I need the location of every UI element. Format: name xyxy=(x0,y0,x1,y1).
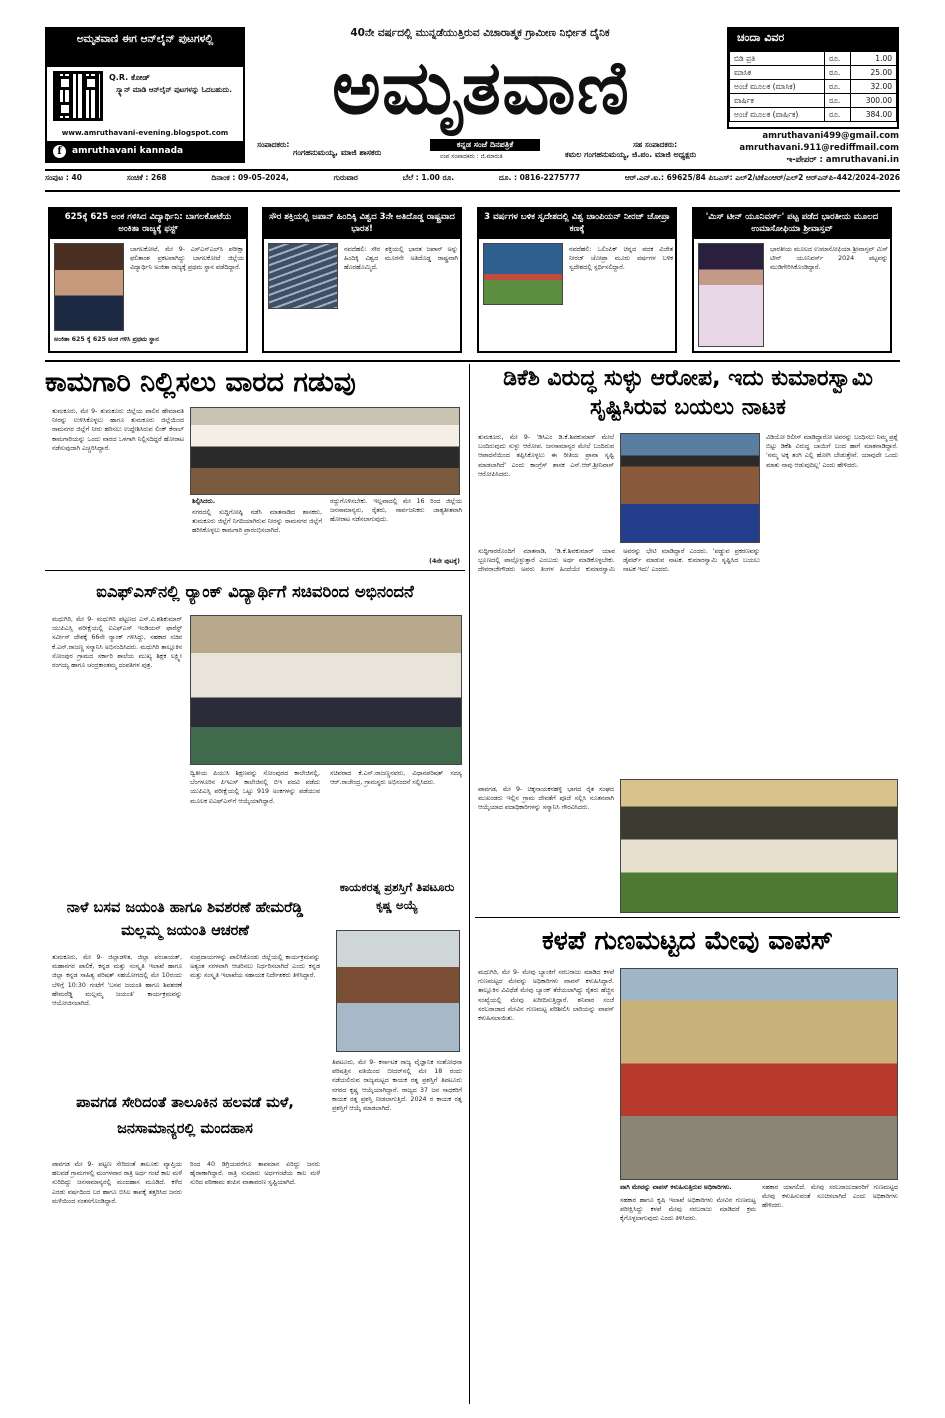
teaser-headline: 'ಮಿಸ್ ಟೀನ್ ಯೂನಿವರ್ಸ್' ಪಟ್ಟ ಪಡೆದ ಭಾರತೀಯ ಮೂಲದ ಉಮಾಸೋಫಿಯಾ ಶ್ರೀವಾಸ್ತವ್ xyxy=(694,209,890,239)
epaper-link[interactable]: ಇ-ಪೇಪರ್ : amruthavani.in xyxy=(786,155,899,165)
article-4-text-col2: ಸಂಪ್ರದಾಯಗಳನ್ನು ಪಾಲಿಸಿಕೊಂಡು ಜಿಲ್ಲೆಯಲ್ಲಿ ಕಾರ್ಯಕ್ರಮವನ್ನು ಅತ್ಯಂತ ಸರಳವಾಗಿ ಆಚರಿಸಲು ನಿರ್ಧರಿಸಲಾಗಿದೆ ಎಂದು ಕನ್ನಡ ಮತ್ತು ಸಂಸ್ಕೃತಿ ಇಲಾಖೆಯ ಸಹಾಯಕ ನಿರ್ದೇಶಕರು ತಿಳಿಸಿದ್ದಾರೆ. xyxy=(190,954,320,980)
teaser-photo xyxy=(483,243,563,305)
online-promo-box xyxy=(45,27,245,163)
editor-label: ಸಂಪಾದಕರು: xyxy=(257,140,290,149)
editor-name: ಗಂಗಹನುಮಯ್ಯ, ಮಾಜಿ ಶಾಸಕರು xyxy=(293,148,382,157)
article-8-text-col2: ಸಹಕಾರ ಹಾಗೂ ಕೃಷಿ ಇಲಾಖೆ ಅಧಿಕಾರಿಗಳು ಮೇವಿನ ಗುಣಮಟ್ಟ ಪರೀಕ್ಷಿಸಿದ್ದು ಕಳಪೆ ಮೇವು ಸರಬರಾಜು ಮಾಡಿದರೆ ಕ್ರಮ ಕೈಗೊಳ್ಳಲಾಗುವುದು ಎಂದು ತಿಳಿಸಿದರು. xyxy=(620,1197,756,1223)
dateline xyxy=(45,173,900,189)
teaser-text: ನವದೆಹಲಿ: ಸೌರ ಶಕ್ತಿಯಲ್ಲಿ ಭಾರತ ಜಪಾನ್ ಅನ್ನು ಹಿಂದಿಕ್ಕಿ ವಿಶ್ವದ ಮೂರನೇ ಅತಿದೊಡ್ಡ ರಾಷ್ಟ್ರವಾಗಿ ಹೊರಹೊಮ್ಮಿದೆ. xyxy=(344,246,458,272)
teaser-photo xyxy=(698,243,764,347)
co-editor-name: ಕಮಲ ಗಂಗಹನುಮಯ್ಯ, ಜಿ.ಪಂ. ಮಾಜಿ ಅಧ್ಯಕ್ಷರು xyxy=(565,150,697,159)
rate-label: ಅಂಚೆ ಮೂಲಕ (ಮಾಸಿಕ) xyxy=(730,80,825,94)
article-3-text-col2: ದ್ವಿತೀಯ ಪಿಯುಸಿ ಶಿಕ್ಷಣವನ್ನು ಸೋಂಪುರದ ಕಾಲೇಜಿನಲ್ಲಿ, ಬೆಂಗಳೂರಿನ ಪಿಇಎಸ್ ಕಾಲೇಜಿನಲ್ಲಿ ಬಿಇ ಪದವಿ ಪಡೆದು ಯುಪಿಎಸ್ಸಿ ಪರೀಕ್ಷೆಯಲ್ಲಿ ಒಟ್ಟು 919 ಅಂಕಗಳನ್ನು ಪಡೆಯುವ ಮೂಲಕ ಐಎಫ್‌ಎಸ್‌ಗೆ ಆಯ್ಕೆಯಾಗಿದ್ದಾರೆ. xyxy=(190,770,320,805)
date: ದಿನಾಂಕ : 09-05-2024, xyxy=(211,173,289,182)
rate-unit: ರೂ. xyxy=(825,108,851,122)
rate-row xyxy=(730,66,897,80)
article-6-headline[interactable]: ಪಾವಗಡ ಸೇರಿದಂತೆ ತಾಲೂಕಿನ ಹಲವಡೆ ಮಳೆ, ಜನಸಾಮಾನ್ಯರಲ್ಲಿ ಮಂದಹಾಸ xyxy=(76,1095,294,1137)
facebook-icon: f xyxy=(53,145,66,158)
rate-row xyxy=(730,52,897,66)
article-8-photo xyxy=(620,968,898,1180)
article-1-text-col2: ನಗರದಲ್ಲಿ ಸುದ್ದಿಗೋಷ್ಠಿ ನಡೆಸಿ ಮಾತನಾಡಿದ ಶಾಸಕರು, ತುಮಕೂರು ಜಿಲ್ಲೆಗೆ ನಿಗದಿಯಾಗಿರುವ ನೀರನ್ನು ರಾಮನಗರ ಜಿಲ್ಲೆಗೆ ಹರಿಸಿಕೊಳ್ಳಲು ಕಾಮಗಾರಿ ಪ್ರಾರಂಭಿಸಲಾಗಿದೆ. xyxy=(192,509,322,535)
volume: ಸಂಪುಟ : 40 xyxy=(45,173,82,182)
article-4-text-col1: ತುಮಕೂರು, ಮೇ 9- ಜಿಲ್ಲಾಡಳಿತ, ಜಿಲ್ಲಾ ಪಂಚಾಯತ್, ಮಹಾನಗರ ಪಾಲಿಕೆ, ಕನ್ನಡ ಮತ್ತು ಸಂಸ್ಕೃತಿ ಇಲಾಖೆ ಹಾಗೂ ಜಿಲ್ಲಾ ಕನ್ನಡ ಸಾಹಿತ್ಯ ಪರಿಷತ್ ಸಹಯೋಗದಲ್ಲಿ ಮೇ 10ರಂದು ಬೆಳಿಗ್ಗೆ 10:30 ಗಂಟೆಗೆ 'ಬಸವ ಜಯಂತಿ ಹಾಗೂ ಶಿವಶರಣೆ ಹೇಮರೆಡ್ಡಿ ಮಲ್ಲಮ್ಮ ಜಯಂತಿ' ಕಾರ್ಯಕ್ರಮವನ್ನು ಆಯೋಜಿಸಲಾಗಿದೆ. xyxy=(52,954,182,1008)
rate-unit: ರೂ. xyxy=(825,80,851,94)
article-6-text-col1: ಪಾವಗಡ ಮೇ 9- ಪಟ್ಟಣ ಸೇರಿದಂತೆ ತಾಲೂಕು ವ್ಯಾಪ್ತಿಯ ಹಲವಡೆ ಗ್ರಾಮಗಳಲ್ಲಿ ಮಂಗಳವಾರ ರಾತ್ರಿ ಅರ್ಧ ಗಂಟೆ ಕಾಲ ಮಳೆ ಸುರಿದಿದ್ದು ಜನಸಾಮಾನ್ಯರಲ್ಲಿ ಮಂದಹಾಸ ಮೂಡಿದೆ. ಕಳೆದ ಎರಡು ವರ್ಷದಿಂದ ಬರ ಹಾಗೂ ಬಿಸಿಲ ತಾಪಕ್ಕೆ ತತ್ತರಿಸಿದ ಜನರು ಮಳೆಯಿಂದ ಸಂತಸಗೊಂಡಿದ್ದಾರೆ. xyxy=(52,1161,182,1205)
rate-row xyxy=(730,94,897,108)
weekday: ಗುರುವಾರ xyxy=(333,173,358,182)
registration: ಆರ್.ಎನ್.ಐ.: 69625/84 ಪಿಒಎಸ್: ಎಲ್2/ಟಿಕೆಎಂಆರ್/ಎಲ್2 ಆರ್‌ಎನ್‌ಪಿ-442/2024-2026 xyxy=(624,173,900,182)
rate-row xyxy=(730,108,897,122)
subscription-box xyxy=(727,27,899,129)
qr-label: Q.R. ಕೋಡ್ xyxy=(109,73,150,82)
article-2-headline[interactable]: ಡಿಕೆಶಿ ವಿರುದ್ಧ ಸುಳ್ಳು ಆರೋಪ, ಇದು ಕುಮಾರಸ್ವಾಮಿ ಸೃಷ್ಟಿಸಿರುವ ಬಯಲು ನಾಟಕ xyxy=(503,366,873,420)
rate-unit: ರೂ. xyxy=(825,66,851,80)
teaser-miss-teen-universe[interactable] xyxy=(692,207,892,353)
article-1-caption: ಶಿಲ್ಪಿಸಿದರು. xyxy=(192,498,216,505)
rate-price: 1.00 xyxy=(851,52,897,66)
article-8-caption: ವಾಗಿ ಮೇವನ್ನು ವಾಪಸ್ ಕಳುಹಿಸುತ್ತಿರುವ ಅಧಿಕಾರಿಗಳು. xyxy=(620,1184,732,1191)
newspaper-title: ಅಮೃತವಾಣಿ xyxy=(331,45,631,131)
article-6-text-col2: ರಿಂದ 40 ಡಿಗ್ರಿಯವರೆಗೂ ತಾಪಮಾನ ಏರಿದ್ದು ಜನರು ಹೈರಾಣಾಗಿದ್ದಾರೆ. ರಾತ್ರಿ ಸುಮಾರು ಅರ್ಧಗಂಟೆಯ ಕಾಲ ಮಳೆ ಸುರಿದ ಪರಿಣಾಮ ತಂಪಿನ ವಾತಾವರಣ ಸೃಷ್ಟಿಯಾಗಿದೆ. xyxy=(190,1161,320,1187)
rate-label: ವಾರ್ಷಿಕ xyxy=(730,94,825,108)
blog-url[interactable]: www.amruthavani-evening.blogspot.com xyxy=(61,128,229,137)
rate-price: 384.00 xyxy=(851,108,897,122)
article-1-continued[interactable]: (4ನೇ ಪುಟಕ್ಕೆ) xyxy=(429,558,460,565)
teaser-solar-energy[interactable] xyxy=(262,207,462,353)
article-1-text-col3: ರದ್ದುಗೊಳಿಸಬೇಕು. ಇಲ್ಲವಾದಲ್ಲಿ ಮೇ 16 ರಿಂದ ಜಿಲ್ಲೆಯ ಜನಸಾಮಾನ್ಯರು, ರೈತರು, ಸಾರ್ವಜನಿಕರು ಜಾತ್ಯತೀತವಾಗಿ ಹೋರಾಟ ನಡೆಸಲಾಗುವುದು. xyxy=(330,498,462,524)
email-primary[interactable]: amruthavani499@gmail.com xyxy=(762,131,899,141)
tagline: 40ನೇ ವರ್ಷದಲ್ಲಿ ಮುನ್ನಡೆಯುತ್ತಿರುವ ವಿಚಾರಾತ್ಮಕ ಗ್ರಾಮೀಣ ನಿರ್ಭೀತ ದೈನಿಕ xyxy=(350,27,610,39)
online-promo-title: ಅಮೃತವಾಣಿ ಈಗ ಆನ್‌ಲೈನ್ ಪುಟಗಳಲ್ಲಿ xyxy=(47,29,243,67)
article-7-text: ಪಾವಗಡ, ಮೇ 9- ಚಿಕ್ಕನಾಯಕನಹಳ್ಳಿ ಭಾಗದ ರೈತ ಸಂಘದ ಮುಖಂಡರು ಇಲ್ಲಿನ ಗ್ರಾಮ ದೇವತೆಗೆ ಪೂಜೆ ಸಲ್ಲಿಸಿ ನೂತನವಾಗಿ ಆಯ್ಕೆಯಾದ ಪದಾಧಿಕಾರಿಗಳನ್ನು ಸನ್ಮಾನಿಸಿ ಗೌರವಿಸಿದರು. xyxy=(478,786,614,812)
masthead-rule-top xyxy=(45,169,900,171)
article-5-headline[interactable]: ಕಾಯಕರತ್ನ ಪ್ರಶಸ್ತಿಗೆ ತಿಪಟೂರು ಕೃಷ್ಣ ಅಯ್ಯೆ xyxy=(339,880,455,912)
article-1-photo xyxy=(190,407,460,495)
teaser-text: ನವದೆಹಲಿ: ಒಲಿಂಪಿಕ್ ಚಿನ್ನದ ಪದಕ ವಿಜೇತ ನೀರಜ್ ಚೋಪ್ರಾ ಮೂರು ವರ್ಷಗಳ ಬಳಿಕ ಸ್ವದೇಶದಲ್ಲಿ ಸ್ಪರ್ಧಿಸಲಿದ್ದಾರೆ. xyxy=(569,246,673,272)
issue: ಸಂಚಿಕೆ : 268 xyxy=(126,173,167,182)
teaser-neeraj-chopra[interactable] xyxy=(477,207,677,353)
rate-price: 300.00 xyxy=(851,94,897,108)
article-3-text-col3: ಸಚಿವರಾದ ಕೆ.ಎನ್.ರಾಜಣ್ಣನವರು, ವಿಧಾನಪರಿಷತ್ ಸದಸ್ಯ ಆರ್.ರಾಜೇಂದ್ರ, ಗ್ರಾಮಸ್ಥರು ಅಭಿನಂದನೆ ಸಲ್ಲಿಸಿದರು. xyxy=(330,770,462,787)
article-1-text-col1: ತುಮಕೂರು, ಮೇ 9- ತುಮಕೂರು ಜಿಲ್ಲೆಯ ಪಾಲಿನ ಹೇಮಾವತಿ ನೀರನ್ನು ಉಳಿಸಿಕೊಳ್ಳಲು ಹಾಗೂ ತುಮಕೂರು ಜಿಲ್ಲೆಯಿಂದ ರಾಮನಗರ ಜಿಲ್ಲೆಗೆ ನೀರು ಹರಿಸಲು ಉದ್ದೇಶಿಸಿರುವ ಲಿಂಕ್ ಕೆನಾಲ್ ಕಾಮಗಾರಿಯನ್ನು ಒಂದು ವಾರದ ಒಳಗಾಗಿ ನಿಲ್ಲಿಸದಿದ್ದರೆ ಹೋರಾಟ ನಡೆಸುವುದಾಗಿ ಎಚ್ಚರಿಸಿದ್ದಾರೆ. xyxy=(52,408,184,452)
article-2-text-col3: ವಿಡಿಯೋ ರಿಲೀಸ್ ಮಾಡಿದ್ದಾರೋ ಅವರನ್ನು ಬಂಧಿಸಲು ನಿಮ್ಮ ಪ್ರಶ್ನೆ ಬಿಟ್ಟು ಡಿಕೆಶಿ ವಿರುದ್ಧ ಬಾಯಿಗೆ ಬಂದ ಹಾಗೆ ಮಾತನಾಡಿದ್ದಾರೆ. 'ನಮ್ಮ ಅಕ್ಕ ತಂಗಿ ಎಲ್ಲಿ ಹೋಗಿ ಬೇಡುತ್ತೇವೆ. ಯಾವುದೇ ಒಂದು ಮಾತು ನಾವು ಆಡುವುದಿಲ್ಲ' ಎಂದು ಹೇಳಿದರು. xyxy=(766,434,898,469)
teaser-headline: 3 ವರ್ಷಗಳ ಬಳಿಕ ಸ್ವದೇಶದಲ್ಲಿ ವಿಶ್ವ ಚಾಂಪಿಯನ್ ನೀರಜ್ ಚೋಪ್ರಾ ಕಣಕ್ಕೆ xyxy=(479,209,675,239)
article-8-text-col3: ಸಹಕಾರ ಯಾಗಲಿದೆ. ಮೇವು ಸರಬರಾಜುದಾರರಿಗೆ ಗುಣಮಟ್ಟದ ಮೇವು ಕಳುಹಿಸುವಂತೆ ಸೂಚಿಸಲಾಗಿದೆ ಎಂದು ಅಧಿಕಾರಿಗಳು ಹೇಳಿದರು. xyxy=(762,1184,898,1210)
article-7-photo xyxy=(620,779,898,913)
rate-row xyxy=(730,80,897,94)
co-editor-label: ಸಹ ಸಂಪಾದಕರು: xyxy=(633,140,678,149)
article-8-headline[interactable]: ಕಳಪೆ ಗುಣಮಟ್ಟದ ಮೇವು ವಾಪಸ್ xyxy=(541,926,834,956)
facebook-bar[interactable] xyxy=(47,141,243,161)
masthead-rule-bottom xyxy=(45,190,900,192)
teaser-text: ಬಾಗಲಕೋಟೆ, ಮೇ 9- ಎಸ್‌ಎಸ್‌ಎಲ್‌ಸಿ ಪರೀಕ್ಷಾ ಫಲಿತಾಂಶ ಪ್ರಕಟವಾಗಿದ್ದು ಬಾಗಲಕೋಟೆ ಜಿಲ್ಲೆಯ ವಿದ್ಯಾರ್ಥಿನಿ ಅಂಕಿತಾ ರಾಜ್ಯಕ್ಕೆ ಪ್ರಥಮ ಸ್ಥಾನ ಪಡೆದಿದ್ದಾರೆ. xyxy=(130,246,244,272)
teaser-photo xyxy=(268,243,338,309)
rate-label: ಅಂಚೆ ಮೂಲಕ (ವಾರ್ಷಿಕ) xyxy=(730,108,825,122)
article-5-photo xyxy=(336,930,460,1052)
phone: ದೂ. : 0816-2275777 xyxy=(498,173,581,182)
teaser-student-topper[interactable] xyxy=(48,207,248,353)
rate-label: ಮಾಸಿಕ xyxy=(730,66,825,80)
qr-code[interactable] xyxy=(53,71,103,121)
section-rule xyxy=(45,360,900,362)
rate-unit: ರೂ. xyxy=(825,94,851,108)
article-4-headline[interactable]: ನಾಳೆ ಬಸವ ಜಯಂತಿ ಹಾಗೂ ಶಿವಶರಣೆ ಹೇಮರೆಡ್ಡಿ ಮಲ್ಲಮ್ಮ ಜಯಂತಿ ಆಚರಣೆ xyxy=(66,900,304,939)
newspaper-subtitle: ಕನ್ನಡ ಸಂಜೆ ದಿನಪತ್ರಿಕೆ xyxy=(430,139,540,151)
teaser-headline: ಸೌರ ಶಕ್ತಿಯಲ್ಲಿ ಜಪಾನ್ ಹಿಂದಿಕ್ಕಿ ವಿಶ್ವದ 3ನೇ ಅತಿದೊಡ್ಡ ರಾಷ್ಟ್ರವಾದ ಭಾರತ! xyxy=(264,209,460,239)
center-divider xyxy=(469,364,470,1404)
teaser-photo xyxy=(54,243,124,331)
price: ಬೆಲೆ : 1.00 ರೂ. xyxy=(402,173,455,182)
article-3-headline[interactable]: ಐಎಫ್‌ಎಸ್‌ನಲ್ಲಿ ರ‍್ಯಾಂಕ್ ವಿದ್ಯಾರ್ಥಿಗೆ ಸಚಿವರಿಂದ ಅಭಿನಂದನೆ xyxy=(96,582,414,601)
subscription-rates xyxy=(729,51,897,122)
article-2-photo xyxy=(620,433,760,543)
article-8-text-col1: ಮಧುಗಿರಿ, ಮೇ 9- ಮೇವು ಬ್ಯಾಂಕಿಗೆ ಸರಬರಾಜು ಮಾಡಿದ ಕಳಪೆ ಗುಣಮಟ್ಟದ ಮೇವನ್ನು ಅಧಿಕಾರಿಗಳು ವಾಪಸ್ ಕಳುಹಿಸಿದ್ದಾರೆ. ತಾಲ್ಲೂಕಿನ ವಿವಿಧೆಡೆ ಮೇವು ಬ್ಯಾಂಕ್ ತೆರೆಯಲಾಗಿದ್ದು ರೈತರು ಹೆಚ್ಚಿನ ಸಂಖ್ಯೆಯಲ್ಲಿ ಮೇವು ಖರೀದಿಸುತ್ತಿದ್ದಾರೆ. ಶನಿವಾರ ಸಂಜೆ ಸರಬರಾಜಾದ ಮೇವಿನ ಗುಣಮಟ್ಟ ಪರಿಶೀಲಿಸಿ ಲಾರಿಯನ್ನು ವಾಪಸ್ ಕಳುಹಿಸಲಾಯಿತು. xyxy=(478,969,614,1023)
rate-price: 32.00 xyxy=(851,80,897,94)
email-secondary[interactable]: amruthavani.911@rediffmail.com xyxy=(739,143,899,153)
article-8-rule xyxy=(475,917,900,918)
assoc-editor: ಉಪ ಸಂಪಾದಕರು : ಜಿ.ಮಾರುತಿ xyxy=(440,153,503,160)
article-3-text-col1: ಮಧುಗಿರಿ, ಮೇ 9- ಮಧುಗಿರಿ ಪಟ್ಟಣದ ಎಸ್.ವಿ.ಶಶಿಕುಮಾರ್ ಯುಪಿಎಸ್ಸಿ ಪರೀಕ್ಷೆಯಲ್ಲಿ ಐಎಫ್‌ಎಸ್ ಇಂಡಿಯನ್ ಫಾರೆಸ್ಟ್ ಸರ್ವೀಸ್ ದೇಶಕ್ಕೆ 66ನೇ ರ‍್ಯಾಂಕ್ ಗಳಿಸಿದ್ದು, ಸಹಕಾರ ಸಚಿವ ಕೆ.ಎನ್.ರಾಜಣ್ಣ ಸನ್ಮಾನಿಸಿ ಅಭಿನಂದಿಸಿದರು. ಮಧುಗಿರಿ ತಾಲ್ಲೂಕಿನ ಸೋಂಪುರ ಗ್ರಾಮದ ಸರ್ಕಾರಿ ಶಾಲೆಯ ಮುಖ್ಯ ಶಿಕ್ಷಕ ಲಕ್ಷ್ಮೀ ರಂಗಯ್ಯ ಹಾಗೂ ಚಂದ್ರಕಾಂತಮ್ಮ ದಂಪತಿಗಳ ಪುತ್ರ. xyxy=(52,616,182,670)
article-3-photo xyxy=(190,615,462,765)
article-5-text: ತಿಪಟೂರು, ಮೇ 9- ಕರ್ನಾಟಕ ರಾಜ್ಯ ವೈಜ್ಞಾನಿಕ ಸಂಶೋಧನಾ ಪರಿಷತ್ತಿನ ವತಿಯಿಂದ ಬೀದರ್‌ನಲ್ಲಿ ಮೇ 18 ರಂದು ನಡೆಯಲಿರುವ ರಾಜ್ಯಮಟ್ಟದ ಕಾಯಕ ರತ್ನ ಪ್ರಶಸ್ತಿಗೆ ತಿಪಟೂರು ನಗರದ ಕೃಷ್ಣ ಆಯ್ಕೆಯಾಗಿದ್ದಾರೆ. ರಾಜ್ಯದ 37 ಜನ ಸಾಧಕರಿಗೆ ಕಾಯಕ ರತ್ನ ಪ್ರಶಸ್ತಿ ನೀಡಲಾಗುತ್ತಿದೆ. 2024 ರ ಕಾಯಕ ರತ್ನ ಪ್ರಶಸ್ತಿಗೆ ಆಯ್ಕೆ ಮಾಡಲಾಗಿದೆ. xyxy=(332,1059,462,1113)
rate-unit: ರೂ. xyxy=(825,52,851,66)
teaser-caption: ಅಂಕಿತಾ 625 ಕ್ಕೆ 625 ಅಂಕ ಗಳಿಸಿ ಪ್ರಥಮ ಸ್ಥಾನ xyxy=(54,336,159,343)
rate-price: 25.00 xyxy=(851,66,897,80)
teaser-headline: 625ಕ್ಕೆ 625 ಅಂಕ ಗಳಿಸಿದ ವಿದ್ಯಾರ್ಥಿನಿ: ಬಾಗಲಕೋಟೆಯ ಅಂಕಿತಾ ರಾಜ್ಯಕ್ಕೆ ಫಸ್ಟ್ xyxy=(50,209,246,239)
subscription-title: ಚಂದಾ ವಿವರ xyxy=(729,29,897,51)
article-3-rule xyxy=(45,570,465,571)
article-1-headline[interactable]: ಕಾಮಗಾರಿ ನಿಲ್ಲಿಸಲು ವಾರದ ಗಡುವು xyxy=(45,367,356,398)
teaser-text: ಭಾರತೀಯ ಮೂಲದ ಉಮಾಸೋಫಿಯಾ ಶ್ರೀವಾಸ್ತವ್ ಮಿಸ್ ಟೀನ್ ಯೂನಿವರ್ಸ್ 2024 ಪಟ್ಟವನ್ನು ಮುಡಿಗೇರಿಸಿಕೊಂಡಿದ್ದಾರೆ. xyxy=(770,246,888,272)
facebook-handle: amruthavani kannada xyxy=(72,146,184,156)
article-2-text-col1: ತುಮಕೂರು, ಮೇ 9- 'ಡಿಸಿಎಂ ಡಿ.ಕೆ.ಶಿವಕುಮಾರ್ ಮೇಲೆ ಬಂದಿರುವುದು ಸುಳ್ಳು ಆರೋಪ. ಜನಸಾಮಾನ್ಯರ ಮೇಲೆ ಬಂದಿರುವ ಆಪಾದನೆಯಿಂದ ತಪ್ಪಿಸಿಕೊಳ್ಳಲು ಈ ರೀತಿಯ ಪ್ರಾವಾ ಸೃಷ್ಟಿ ಮಾಡಲಾಗಿದೆ' ಎಂದು ಕಾಂಗ್ರೆಸ್ ಶಾಸಕ ಎಸ್.ಆರ್.ಶ್ರೀನಿವಾಸ್ ಆರೋಪಿಸಿದರು. xyxy=(478,434,614,478)
rate-label: ಬಿಡಿ ಪ್ರತಿ xyxy=(730,52,825,66)
article-2-text-col2: ಸುದ್ದಿಗಾರರೊಂದಿಗೆ ಮಾತನಾಡಿ, 'ಡಿ.ಕೆ.ಶಿವಕುಮಾರ್ ಯಾವ ಭ್ರೂಣದಲ್ಲಿ ಪಾಲ್ಗೊಳ್ಳುತ್ತಾರೆ ಎಂಬುದು ಅರ್ಥ ಮಾಡಿಕೊಳ್ಳಬೇಕು. ದೇವರಾಜೇಗೌಡರು ಅವರು ತಿಂಗಳ ಹಿಂದೆಯೇ ಕುಮಾರಸ್ವಾಮಿ ಅವರನ್ನು ಭೇಟಿ ಮಾಡಿದ್ದಾರೆ ಎಂದರು. 'ಪಡ್ಡುವ ಪ್ರಕರಣವನ್ನು ಡೈವರ್ಟ್ ಮಾಡುವ ನಾಟಕ. ಕುಮಾರಸ್ವಾಮಿ ಸೃಷ್ಟಿಸಿದ ಬಯಲು ನಾಟಕ ಇದು' ಎಂದರು. xyxy=(478,548,760,574)
qr-instructions: ಸ್ಕ್ಯಾನ್ ಮಾಡಿ ಆನ್‌ಲೈನ್ ಪುಟಗಳನ್ನು ಓದಬಹುದು. xyxy=(116,86,232,94)
